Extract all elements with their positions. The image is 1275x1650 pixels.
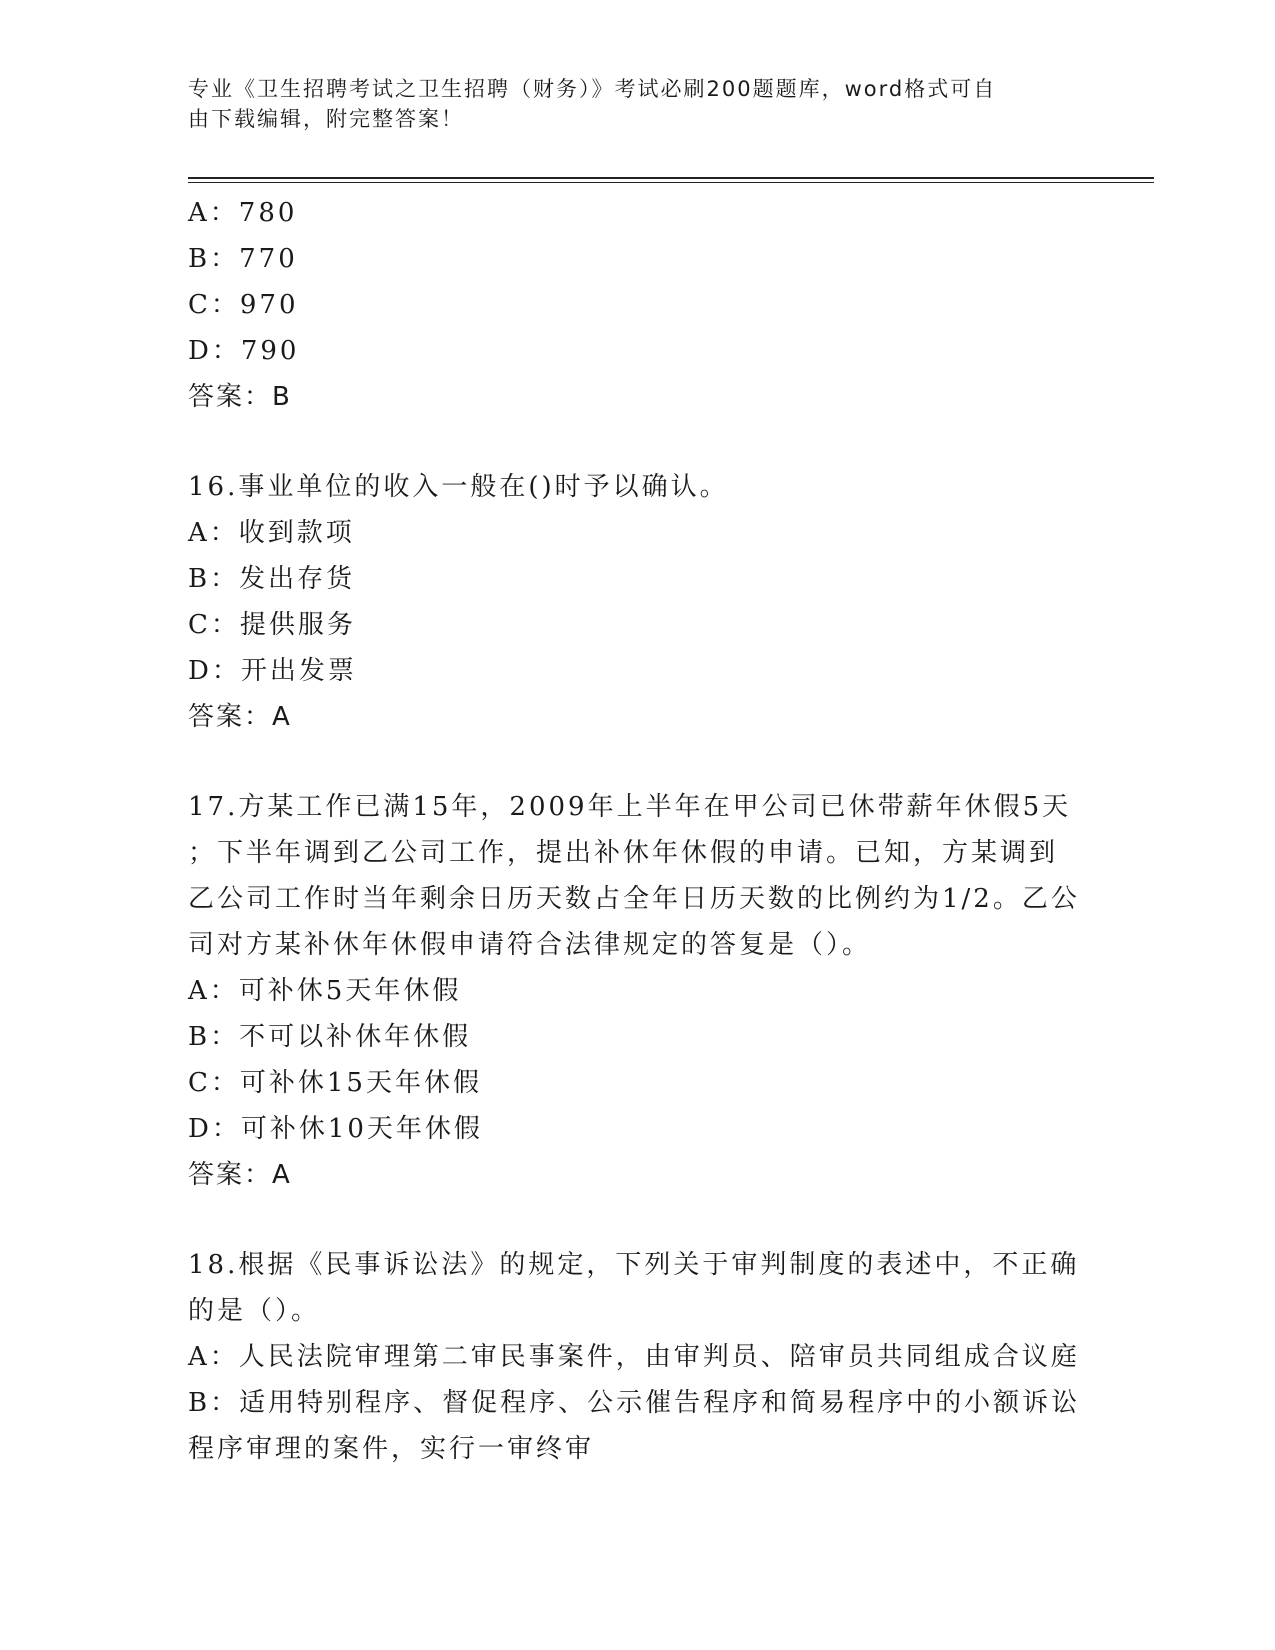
option-c: C：提供服务 [188, 610, 356, 640]
option-b-continued: 程序审理的案件，实行一审终审 [188, 1434, 595, 1464]
header-divider-thin [188, 182, 1154, 183]
question-stem-line: 司对方某补休年休假申请符合法律规定的答复是（）。 [188, 930, 872, 960]
question-stem-line: 17.方某工作已满15年，2009年上半年在甲公司已休带薪年休假5天 [188, 792, 1072, 822]
question-stem: 16.事业单位的收入一般在()时予以确认。 [188, 472, 729, 502]
option-a: A：人民法院审理第二审民事案件，由审判员、陪审员共同组成合议庭 [188, 1342, 1080, 1372]
option-c: C：可补休15天年休假 [188, 1068, 482, 1098]
question-stem-line: 乙公司工作时当年剩余日历天数占全年日历天数的比例约为1/2。乙公 [188, 884, 1080, 914]
option-c: C：970 [188, 290, 299, 320]
header-line-2: 由下载编辑，附完整答案！ [188, 107, 464, 131]
header-line-1: 专业《卫生招聘考试之卫生招聘（财务）》考试必刷200题题库，word格式可自 [188, 77, 997, 101]
question-18 [188, 1242, 1088, 1472]
question-16 [188, 464, 1088, 740]
answer-line: 答案：A [188, 1160, 292, 1190]
header-divider-thick [188, 177, 1154, 179]
option-a: A：收到款项 [188, 518, 355, 548]
option-b: B：发出存货 [188, 564, 356, 594]
option-d: D：可补休10天年休假 [188, 1114, 483, 1144]
option-a: A：780 [188, 198, 298, 228]
option-a: A：可补休5天年休假 [188, 976, 462, 1006]
option-d: D：790 [188, 336, 300, 366]
option-d: D：开出发票 [188, 656, 357, 686]
answer-line: 答案：A [188, 702, 292, 732]
option-b: B：770 [188, 244, 298, 274]
question-stem-line: 的是（）。 [188, 1296, 321, 1326]
question-17 [188, 784, 1088, 1198]
question-stem-line: 18.根据《民事诉讼法》的规定，下列关于审判制度的表述中，不正确 [188, 1250, 1080, 1280]
question-15-continued [188, 190, 1088, 420]
document-header [188, 74, 1068, 134]
question-stem-line: ；下半年调到乙公司工作，提出补休年休假的申请。已知，方某调到 [188, 838, 1059, 868]
option-b: B：不可以补休年休假 [188, 1022, 472, 1052]
option-b: B：适用特别程序、督促程序、公示催告程序和简易程序中的小额诉讼 [188, 1388, 1081, 1418]
question-list [188, 190, 1088, 1472]
answer-line: 答案：B [188, 382, 292, 412]
